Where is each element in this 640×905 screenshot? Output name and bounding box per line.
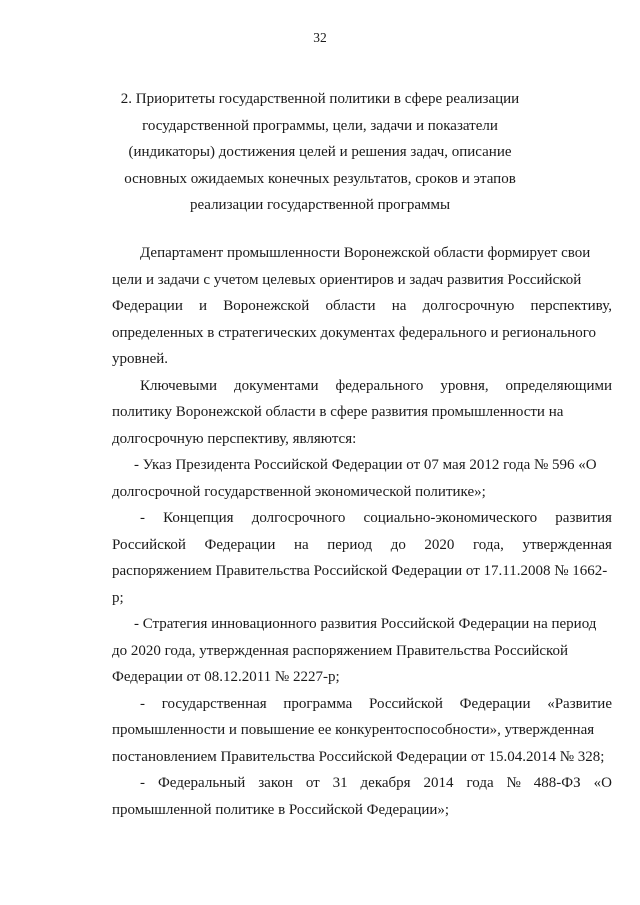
word: - [140,775,145,791]
heading-line: реализации государственной программы [189,197,451,213]
word: Федеральный [157,775,246,791]
word: № [506,775,521,791]
word: Федерации [459,695,531,712]
word: и [199,298,208,314]
paragraph-key-documents [112,373,612,453]
word: 31 [332,775,348,791]
word: Российской [112,536,186,553]
text-line [112,505,612,532]
text-line: Федерации от 08.12.2011 № 2227-р; [112,669,340,685]
word: декабря [360,775,411,791]
word: на [293,536,309,553]
section-heading [110,86,530,219]
text-line [112,770,612,797]
word: года [466,775,494,791]
paragraph-department-goals [112,240,612,373]
word: закон [258,775,293,791]
word: долгосрочного [251,510,346,526]
text-line: уровней. [112,351,169,367]
list-item-federal-law [112,770,612,823]
text-line [112,293,612,320]
text-line [112,691,612,718]
word: «О [593,775,612,791]
word: программа [283,695,353,712]
list-item-strategy [112,611,612,691]
text-line: долгосрочную перспективу, являются: [112,430,357,447]
text-line: - Указ Президента Российской Федерации от 07 мая 2012 года № 596 «О [134,457,597,473]
word: Воронежской [223,298,310,314]
text-line [112,532,612,559]
list-item-decree [112,452,612,505]
page-number: 32 [313,30,327,45]
text-line: цели и задачи с учетом целевых ориентиров и задач развития Российской [112,271,582,288]
heading-line: 2. Приоритеты государственной политики в сфере реализации [120,91,520,107]
word: на [391,298,407,314]
word: перспективу, [530,298,612,314]
word: - [140,510,145,526]
document-body [112,240,612,823]
word: уровня, [440,377,489,394]
text-line: промышленности и повышение ее конкурентоспособности», утвержденная [112,722,595,738]
word: «Развитие [547,695,612,712]
text-line: Департамент промышленности Воронежской области формирует свои [140,245,591,261]
text-line: р; [112,589,124,606]
word: года, [473,536,504,553]
heading-line: (индикаторы) достижения целей и решения задач, описание [128,144,512,160]
word: 488-ФЗ [533,775,581,791]
list-item-state-program [112,691,612,771]
word: Федерации [204,536,276,553]
word: определяющими [505,377,612,394]
word: Ключевыми [140,377,218,394]
text-line: промышленной политике в Российской Федерации»; [112,801,450,818]
text-line: определенных в стратегических документах федерального и регионального [112,324,597,341]
word: документами [233,377,319,394]
word: социально-экономического [363,510,538,526]
word: 2014 [423,775,454,791]
heading-line: государственной программы, цели, задачи и показатели [142,117,498,134]
text-line: до 2020 года, утвержденная распоряжением Правительства Российской [112,642,569,659]
text-line: долгосрочной государственной экономической политике»; [112,483,486,500]
word: - [140,695,145,712]
text-line: - Стратегия инновационного развития Российской Федерации на период [134,616,597,632]
text-line: распоряжением Правительства Российской Федерации от 17.11.2008 № 1662- [112,563,608,579]
word: утвержденная [522,536,612,553]
word: 2020 [424,536,455,553]
word: период [327,536,373,553]
text-line [112,373,612,400]
word: государственная [161,695,267,712]
heading-line: основных ожидаемых конечных результатов, сроков и этапов [124,170,516,187]
word: от [305,775,320,791]
text-line: политику Воронежской области в сфере развития промышленности на [112,404,564,420]
list-item-concept [112,505,612,611]
word: развития [555,510,612,526]
word: долгосрочную [422,298,515,314]
text-line: постановлением Правительства Российской Федерации от 15.04.2014 № 328; [112,748,605,765]
word: до [390,536,406,553]
word: Федерации [112,298,183,314]
word: Концепция [163,510,234,526]
word: федерального [335,377,424,394]
word: Российской [368,695,443,712]
word: области [325,298,376,314]
